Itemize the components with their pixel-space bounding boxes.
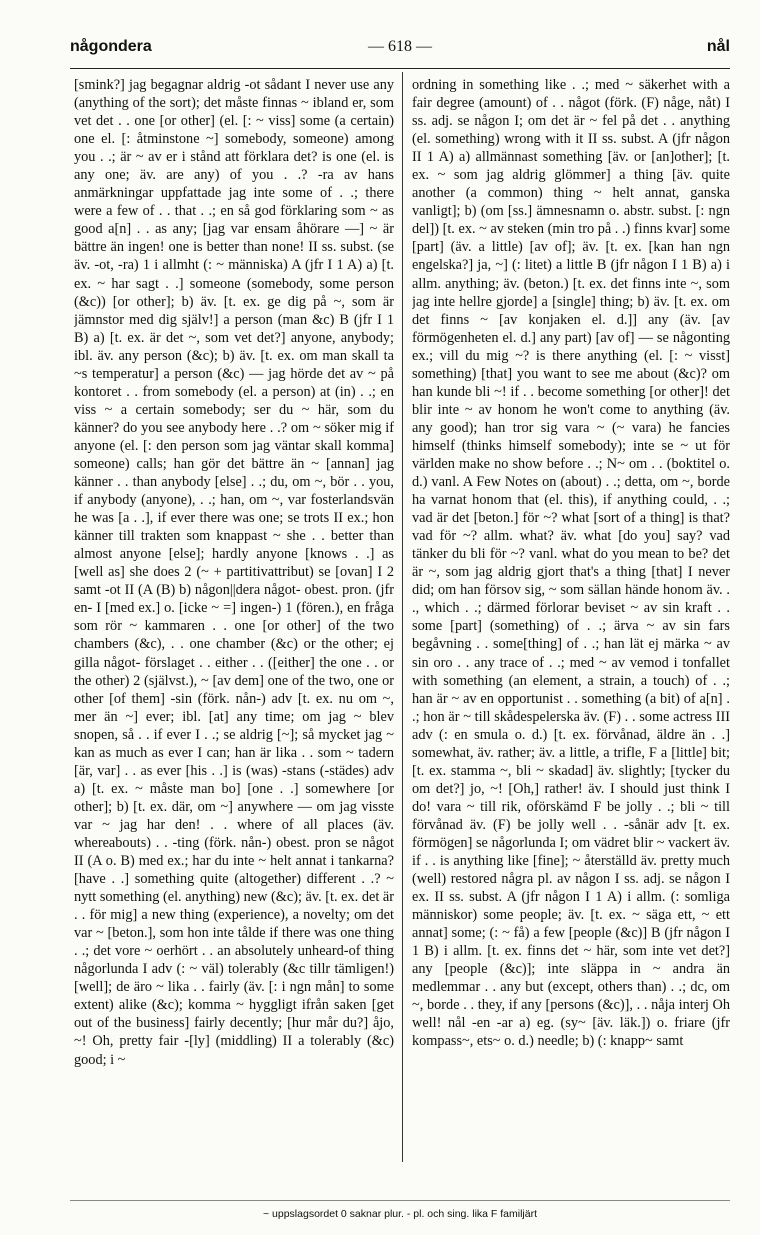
left-column-text: [smink?] jag begagnar aldrig -ot sådant I never use any (anything of the sort); det måste finnas ~ ibland er, som vet det . . one [or other] (el. [: ~ viss] some (a certain) one el. [: åtminstone ~] somebody, someone) among you . .; är ~ av er i stånd att förklara det? is one (el. is any one; äv. are any) of you . .? -ra av hans anmärkningar uppfattade jag inte some of . .; there were a few of . . that . .; en så god förklaring som ~ as good a[n] . . as any; [jag var ensam åhörare —] ~ är bättre än ingen! one is better than none! II ss. subst. (se äv. -ot, -ra) 1 i allmht (: ~ människa) A (jfr I 1 A) a) [t. ex. ~ har sagt . .] someone (somebody, some person (&c)) [or other]; b) äv. [t. ex. ge dig på ~, som är jämnstor med dig själv!] a person (man &c) B (jfr I 1 B) a) [t. ex. är det ~, som vet det?] anyone, anybody; ibl. äv. any person (&c); b) äv. [t. ex. om man skall ta ~s temperatur] a person (&c) — jag hörde det av ~ på kontoret . . from somebody (el. a person) at (in) . .; en viss ~ a certain somebody; ser du ~ här, som du känner? do you see anybody here . .? om ~ söker mig if anyone (el. [: den person som jag väntar skall komma] someone) calls; han gör det bättre än ~ [annan] jag känner . . than anybody [else] . .; du, om ~, bör . . you, if anybody (anyone), . .; han, om ~, var fosterlandsvän he was [a . .], if ever there was one; se trots II ex.; hon känner till trakten som knappast ~ she . . better than almost anyone [else]; hardly anyone [knows . .] as [well as] she does 2 (~ + partitivattribut) se [ovan] I 2 samt -ot II (A (B) b) någon||dera något- obest. pron. (jfr en- I [med ex.] o. [icke ~ =] ingen-) 1 (fören.), en fråga som rör ~ kammaren . . one [or other] of the two chambers (&c), . . one chamber (&c) or the other; ej gilla något- förslaget . . either . . ([either] the one . . or the other) 2 (självst.), ~ [av dem] one of the two, one or other [of them] -sin (förk. nån-) adv [t. ex. nu om ~, mer än ~] ever; ibl. [at] any time; om jag ~ blev snopen, så . . if ever I . .; se aldrig [~]; så mycket jag ~ kan as much as ever I can; han är lika . . som ~ tadern [är, var] . . as ever [his . .] is (was) -stans (-städes) adv a) [t. ex. ~ måste man bo] [one . .] somewhere [or other]; b) [t. ex. där, om ~] anywhere — om jag visste var ~ jag har den! . . where of all places (äv. whereabouts) . . -ting (förk. nån-) obest. pron se något II (A o. B) med ex.; har du inte ~ helt annat i tankarna? [have . .] something quite (altogether) different . .? ~ nytt something (el. anything) new (&c); äv. [t. ex. det är . . för mig] a new thing (experience), a novelty; om det var ~ [beton.], som hon inte tålde if there was one thing . .; det vore ~ oerhört . . an absolutely unheard-of thing någorlunda I adv (: ~ väl) tolerably (&c tillr tämligen!) [well]; de äro ~ lika . . fairly (äv. [: i ngn mån] to some extent) alike (&c); komma ~ hyggligt ifrån saken [get out of the business] fairly decently; [hur mår du?] åjo, ~! Oh, pretty fair -[ly] (middling) II a tolerably (&c) good; i ~ bbox=[74, 77, 394, 1068]
footer-legend: ~ uppslagsordet 0 saknar plur. - pl. och sing. lika F familjärt bbox=[262, 1208, 537, 1220]
right-column-text: ordning in something like . .; med ~ säkerhet with a fair degree (amount) of . . något (förk. (F) någe, nåt) I ss. adj. se någon I; om det är ~ fel på det . . anything (el. something) wrong with it II ss. subst. A (jfr någon II 1 A) a) allmännast something [äv. or [an]other]; [t. ex. ~ som jag aldrig glömmer] a thing [äv. quite another (a common) thing ~ helt annat, ganska vanligt]; b) (om [ss.] ämnesnamn o. abstr. subst. [: ngn del]) [t. ex. ~ av steken (min tro på . .) finns kvar] some [part] (äv. a little) [av of]; äv. [t. ex. [kan han ngn engelska?] ja, ~] (: litet) a little B (jfr någon I 1 B) a) i allm. anything; äv. (beton.) [t. ex. det finns inte ~, som jag inte hellre gjorde] a [single] thing; b) äv. [t. ex. om det finns ~ [av konjaken el. d.]] any (äv. [av förmögenheten el. d.] any part) [av of] — se någonting ex.; vill du mig ~? is there anything (el. [: ~ visst] something) [that] you want to see me about (&c)? om han kunde bli ~! if . . become something [or other]! det blir inte ~ av honom he won't come to anything (äv. any good); han tror sig vara ~ (~ vara) he fancies himself (thinks himself somebody); inte se ~ ut för världen make no show before . .; N~ om . . (boktitel o. d.) vanl. A Few Notes on (about) . .; detta, om ~, borde ha varnat honom that (el. this), if anything could, . .; vad är det [beton.] för ~? what [sort of a thing] is that? vad för ~? allm. what? äv. what [do you] say? vad tänker du bli för ~? vanl. what do you mean to be? det är ~, som jag aldrig gjort that's a thing [that] I never did; om han försov sig, ~ som sällan hände honom äv. . ., which . .; därmed förlorar beviset ~ av sin kraft . . some [part] (something) of . .; ärva ~ av sin fars begåvning . . some[thing] of . .; han lät ej märka ~ av sin oro . . any trace of . .; med ~ av vemod i tonfallet with something (an element, a strain, a touch) of . .; han är ~ av en opportunist . . something (a bit) of a[n] . .; hon är ~ till skådespelerska äv. (F) . . some actress III adv (: en smula o. d.) [t. ex. förvånad, äldre än . .] somewhat, äv. rather; äv. a little, a trifle, F a [little] bit; [t. ex. stamma ~, bli ~ skadad] äv. slightly; [tycker du om det?] jo, ~! [Oh,] rather! äv. I should just think I do! vara ~ till rik, oförskämd F be jolly . .; bli ~ till förvånad äv. (F) be jolly well . . -sånär adv [t. ex. förmögen] se någorlunda I; om vädret blir ~ vackert äv. if . . is anything like [fine]; ~ återställd äv. pretty much (well) restored några pl. av någon I ss. adj. se någon I ex. II ss. subst. A (jfr någon I 1 A) i allm. (: somliga människor) some people; äv. [t. ex. ~ säga ett, ~ ett annat] some; (: ~ få) a few [people (&c)] B (jfr någon I 1 B) i allm. [t. ex. finns det ~ här, som inte vet det?] any [people (&c)]; inte släppa in ~ andra än medlemmar . . any but (except, others than) . .; dc, om ~, borde . . they, if any [persons (&c)], . . nåja interj Oh well! nål -en -ar a) eg. (sy~ [äv. läk.]) o. friare (jfr kompass~, ets~ o. d.) needle; b) (: knapp~ samt bbox=[412, 77, 730, 1050]
header-guide-word-right: nål bbox=[706, 38, 730, 55]
header-rule bbox=[70, 68, 730, 69]
footer-rule bbox=[70, 1200, 730, 1201]
right-column bbox=[412, 76, 730, 1161]
left-column bbox=[74, 76, 394, 1161]
column-divider bbox=[402, 72, 403, 1162]
page-number: — 618 — bbox=[368, 38, 432, 55]
header-guide-word-left: någondera bbox=[70, 38, 152, 55]
page-header bbox=[70, 38, 730, 64]
